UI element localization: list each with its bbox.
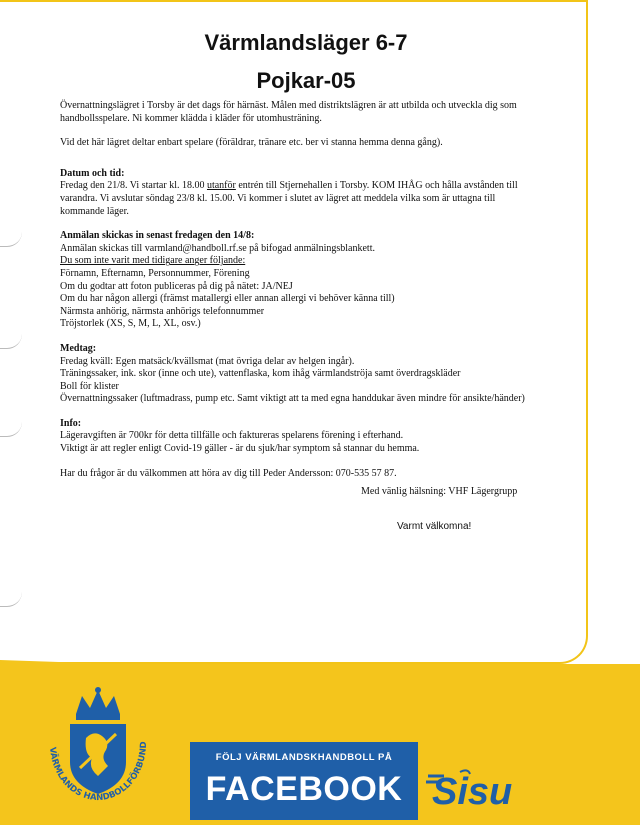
info-line: Lägeravgiften är 700kr för detta tillfälle och faktureras spelarens förening i efterhand. (60, 430, 404, 442)
bring-item: Fredag kväll: Egen matsäck/kvällsmat (mat övriga delar av helgen ingår). (60, 355, 355, 367)
intro-line: Vid det här lägret deltar enbart spelare (föräldrar, tränare etc. ber vi stanna hemma denna gång). (60, 137, 443, 149)
registration-line: Du som inte varit med tidigare anger följande: (60, 255, 246, 267)
underlined-word: utanför (206, 180, 236, 192)
letter-body (60, 100, 550, 480)
facebook-banner[interactable] (190, 742, 418, 820)
registration-heading: Anmälan skickas in senast fredagen den 14/8: (60, 230, 255, 242)
handball-federation-crest (36, 684, 160, 814)
facebook-follow-text: FÖLJ VÄRMLANDSKHANDBOLL PÅ (215, 752, 393, 763)
signoff: Med vänlig hälsning: VHF Lägergrupp (361, 486, 518, 497)
welcome-text: Varmt välkomna! (397, 521, 472, 532)
crown-icon (76, 687, 120, 720)
registration-item: Förnamn, Efternamn, Personnummer, Förening (60, 267, 250, 279)
date-heading: Datum och tid: (60, 167, 125, 179)
intro-line: Övernattningslägret i Torsby är det dags för härnäst. Målen med distriktslägren är att utbilda och utveckla dig som (60, 100, 517, 111)
date-line: Fredag den 21/8. Vi startar kl. 18.00 utanför entrén till Stjernehallen i Torsby. KOM IHÅG och hålla avstånden till (60, 180, 518, 192)
bring-item: Boll för klister (60, 380, 119, 392)
bring-item: Träningssaker, ink. skor (inne och ute), vattenflaska, kom ihåg värmlandströja samt överdragskläder (60, 368, 461, 380)
intro-line: handbollsspelare. Ni kommer klädda i kläder för utomhusträning. (60, 112, 322, 124)
registration-item: Närmsta anhörig, närmsta anhörigs telefonnummer (60, 305, 265, 317)
contact-line: Har du frågor är du välkommen att höra av dig till Peder Andersson: 070-535 57 87. (60, 467, 397, 479)
registration-item: Om du har någon allergi (främst matallergi eller annan allergi vi behöver känna till) (60, 293, 395, 305)
facebook-text: FACEBOOK (205, 770, 403, 808)
shield-icon (70, 724, 126, 794)
date-line: kommande läger. (60, 205, 129, 217)
registration-item: Om du godtar att foton publiceras på dig på nätet: JA/NEJ (60, 280, 293, 292)
sisu-logo (432, 771, 512, 814)
crest-text: VÄRMLANDS HANDBOLLFÖRBUND (47, 741, 150, 804)
info-heading: Info: (60, 417, 82, 429)
bring-item: Övernattningssaker (luftmadrass, pump etc. Samt viktigt att ta med egna handdukar även mindre för ansikte/händer) (60, 393, 525, 405)
bring-heading: Medtag: (60, 342, 97, 354)
date-line: varandra. Vi avslutar söndag 23/8 kl. 15.00. Vi kommer i slutet av lägret att meddela vilka som är uttagna till (60, 192, 496, 204)
page-subtitle: Pojkar-05 (256, 68, 356, 93)
registration-item: Tröjstorlek (XS, S, M, L, XL, osv.) (60, 318, 201, 330)
page-title: Värmlandsläger 6-7 (204, 30, 408, 55)
sisu-text: Sisu (432, 771, 513, 813)
info-line: Viktigt är att regler enligt Covid-19 gäller - är du sjuk/har symptom så stannar du hemma. (60, 443, 420, 455)
registration-line: Anmälan skickas till varmland@handboll.rf.se på bifogad anmälningsblankett. (60, 242, 375, 254)
